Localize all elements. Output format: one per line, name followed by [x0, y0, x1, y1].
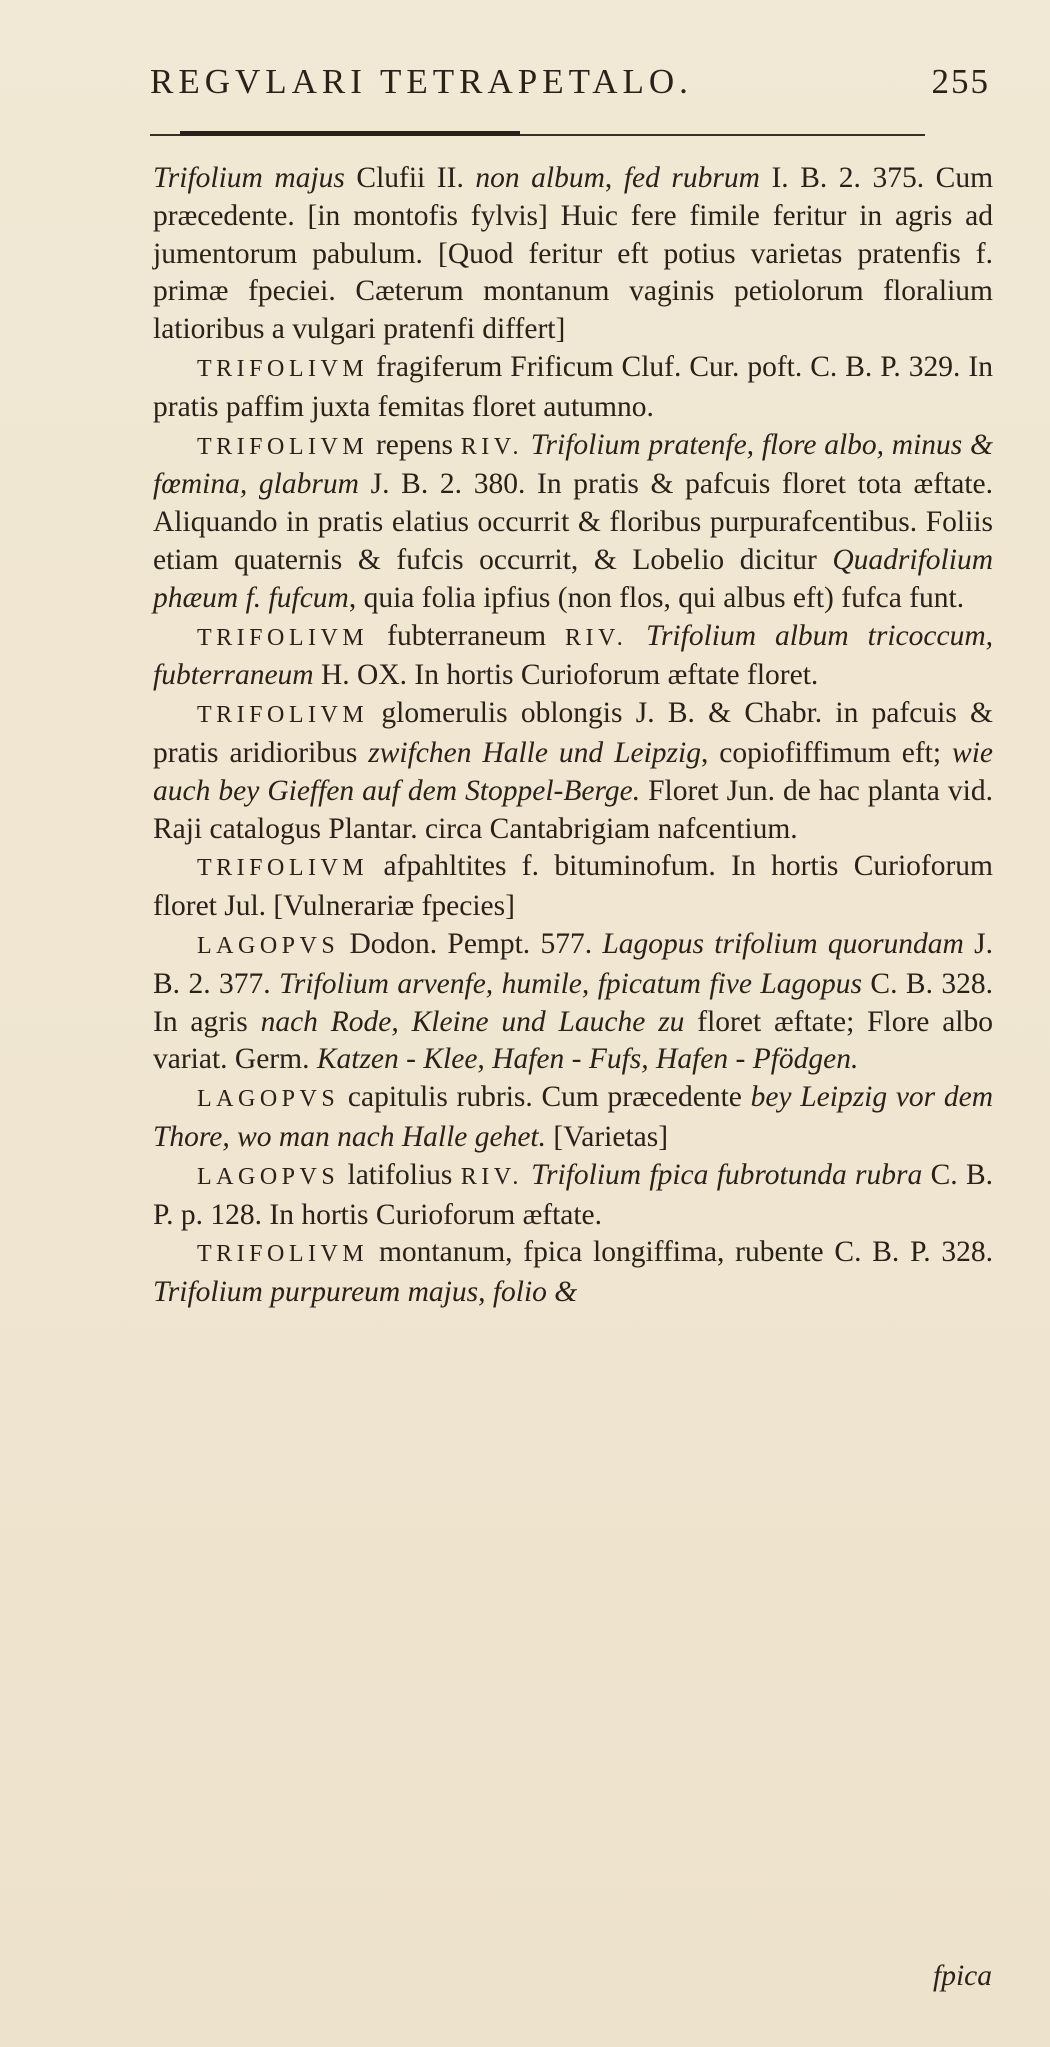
entry-text: floret æftate; Flore albo variat. Germ.: [153, 1005, 993, 1076]
plant-name: LAGOPVS: [197, 1163, 340, 1190]
plant-entry: [153, 160, 993, 349]
entry-text: fubterraneum: [368, 619, 565, 652]
plant-name: TRIFOLIVM: [197, 1241, 369, 1268]
text-body: [153, 160, 993, 1312]
plant-name: RIV.: [460, 1163, 523, 1190]
entry-text: [627, 620, 646, 652]
entry-text: latifolius: [339, 1158, 461, 1191]
synonym-text: nach Rode, Kleine und Lauche zu: [260, 1005, 685, 1038]
catchword: fpica: [933, 1960, 992, 1992]
entry-text: H. OX. In hortis Curioforum æftate floret.: [313, 659, 819, 692]
entry-text: [523, 1159, 531, 1191]
entry-text: Clufii II.: [344, 162, 476, 194]
page-number: 255: [931, 62, 990, 101]
synonym-text: Trifolium pratenfe, flore albo, minus & fœmina, glabrum: [153, 428, 994, 501]
entry-text: montanum, fpica longiffima, rubente C. B. P. 328.: [368, 1236, 993, 1269]
synonym-text: Quadrifolium phæum f. fufcum: [153, 543, 993, 614]
synonym-text: zwifchen Halle und Leipzig: [368, 736, 701, 769]
entry-text: J. B. 2. 380. In pratis & pafcuis floret tota æftate. Aliquando in pratis elatius occurrit & floribus purpurafcentibus. Foliis etiam quaternis & fufcis occurrit, & Lobelio dicitur: [153, 468, 993, 576]
plant-entry: [153, 1079, 993, 1157]
entry-text: Dodon. Pempt. 577.: [339, 927, 603, 960]
entry-text: J. B. 2. 377.: [153, 927, 994, 1000]
synonym-text: Trifolium arvenfe, humile, fpicatum five Lagopus: [279, 967, 862, 1000]
running-header: [150, 62, 990, 110]
entry-text: C. B. 328. In agris: [153, 967, 993, 1038]
plant-entry: [153, 695, 993, 848]
entry-text: I. B. 2. 375. Cum præcedente. [in montofis fylvis] Huic fere fimile feritur in agris ad jumentorum pabulum. [Quod feritur eft potius varietas pratenfis f. primæ fpeciei. Cæterum montanum vaginis petiolorum floralium latioribus a vulgari pratenfi differt]: [153, 162, 994, 346]
entry-text: repens: [368, 428, 461, 461]
entry-text: afpahltites f. bituminofum. In hortis Curioforum floret Jul. [Vulnerariæ fpecies]: [153, 850, 993, 923]
header-rule-heavy: [180, 131, 520, 136]
entry-text: , quia folia ipfius (non flos, qui albus eft) fufca funt.: [348, 581, 965, 614]
plant-name: TRIFOLIVM: [197, 855, 369, 882]
entry-text: [Varietas]: [546, 1120, 669, 1153]
synonym-text: Katzen - Klee, Hafen - Fufs, Hafen - Pfödgen.: [316, 1043, 859, 1076]
running-title: REGVLARI TETRAPETALO.: [150, 62, 693, 101]
plant-entry: [153, 349, 993, 427]
entry-text: fragiferum Frificum Cluf. Cur. poft. C. B. P. 329. In pratis paffim juxta femitas floret autumno.: [153, 350, 993, 423]
entry-text: glomerulis oblongis J. B. & Chabr. in pafcuis & pratis aridioribus: [153, 697, 993, 769]
synonym-text: Trifolium fpica fubrotunda rubra: [531, 1158, 923, 1191]
plant-name: TRIFOLIVM: [197, 702, 369, 729]
plant-name: TRIFOLIVM: [197, 624, 369, 651]
plant-entry: [153, 926, 993, 1079]
plant-entry: [153, 618, 993, 696]
plant-entry: [153, 427, 993, 618]
synonym-text: non album: [475, 162, 605, 194]
synonym-text: Trifolium album tricoccum, fubterraneum: [153, 619, 993, 692]
entry-text: , copiofiffimum eft;: [700, 736, 953, 769]
entry-text: C. B. P. p. 128. In hortis Curioforum æftate.: [153, 1158, 993, 1231]
synonym-text: bey Leipzig vor dem Thore, wo man nach Halle gehet.: [153, 1081, 994, 1153]
plant-entry: [153, 1234, 993, 1312]
synonym-text: wie auch bey Gieffen auf dem Stoppel-Berge.: [153, 736, 993, 807]
plant-name: RIV.: [564, 624, 628, 651]
entry-text: [523, 429, 531, 461]
plant-name: LAGOPVS: [197, 1086, 340, 1113]
plant-name: TRIFOLIVM: [197, 355, 369, 382]
entry-text: capitulis rubris. Cum præcedente: [339, 1081, 751, 1114]
plant-entry: [153, 848, 993, 926]
synonym-text: Trifolium purpureum majus, folio &: [153, 1276, 578, 1309]
plant-name: LAGOPVS: [197, 932, 340, 959]
synonym-text: Trifolium majus: [153, 162, 345, 194]
entry-text: ,: [604, 162, 624, 194]
plant-name: TRIFOLIVM: [197, 433, 369, 460]
synonym-text: Lagopus trifolium quorundam: [602, 927, 964, 960]
plant-name: RIV.: [460, 433, 523, 460]
synonym-text: fed rubrum: [623, 162, 760, 194]
entry-text: Floret Jun. de hac planta vid. Raji catalogus Plantar. circa Cantabrigiam nafcentium.: [153, 774, 993, 845]
plant-entry: [153, 1157, 993, 1235]
